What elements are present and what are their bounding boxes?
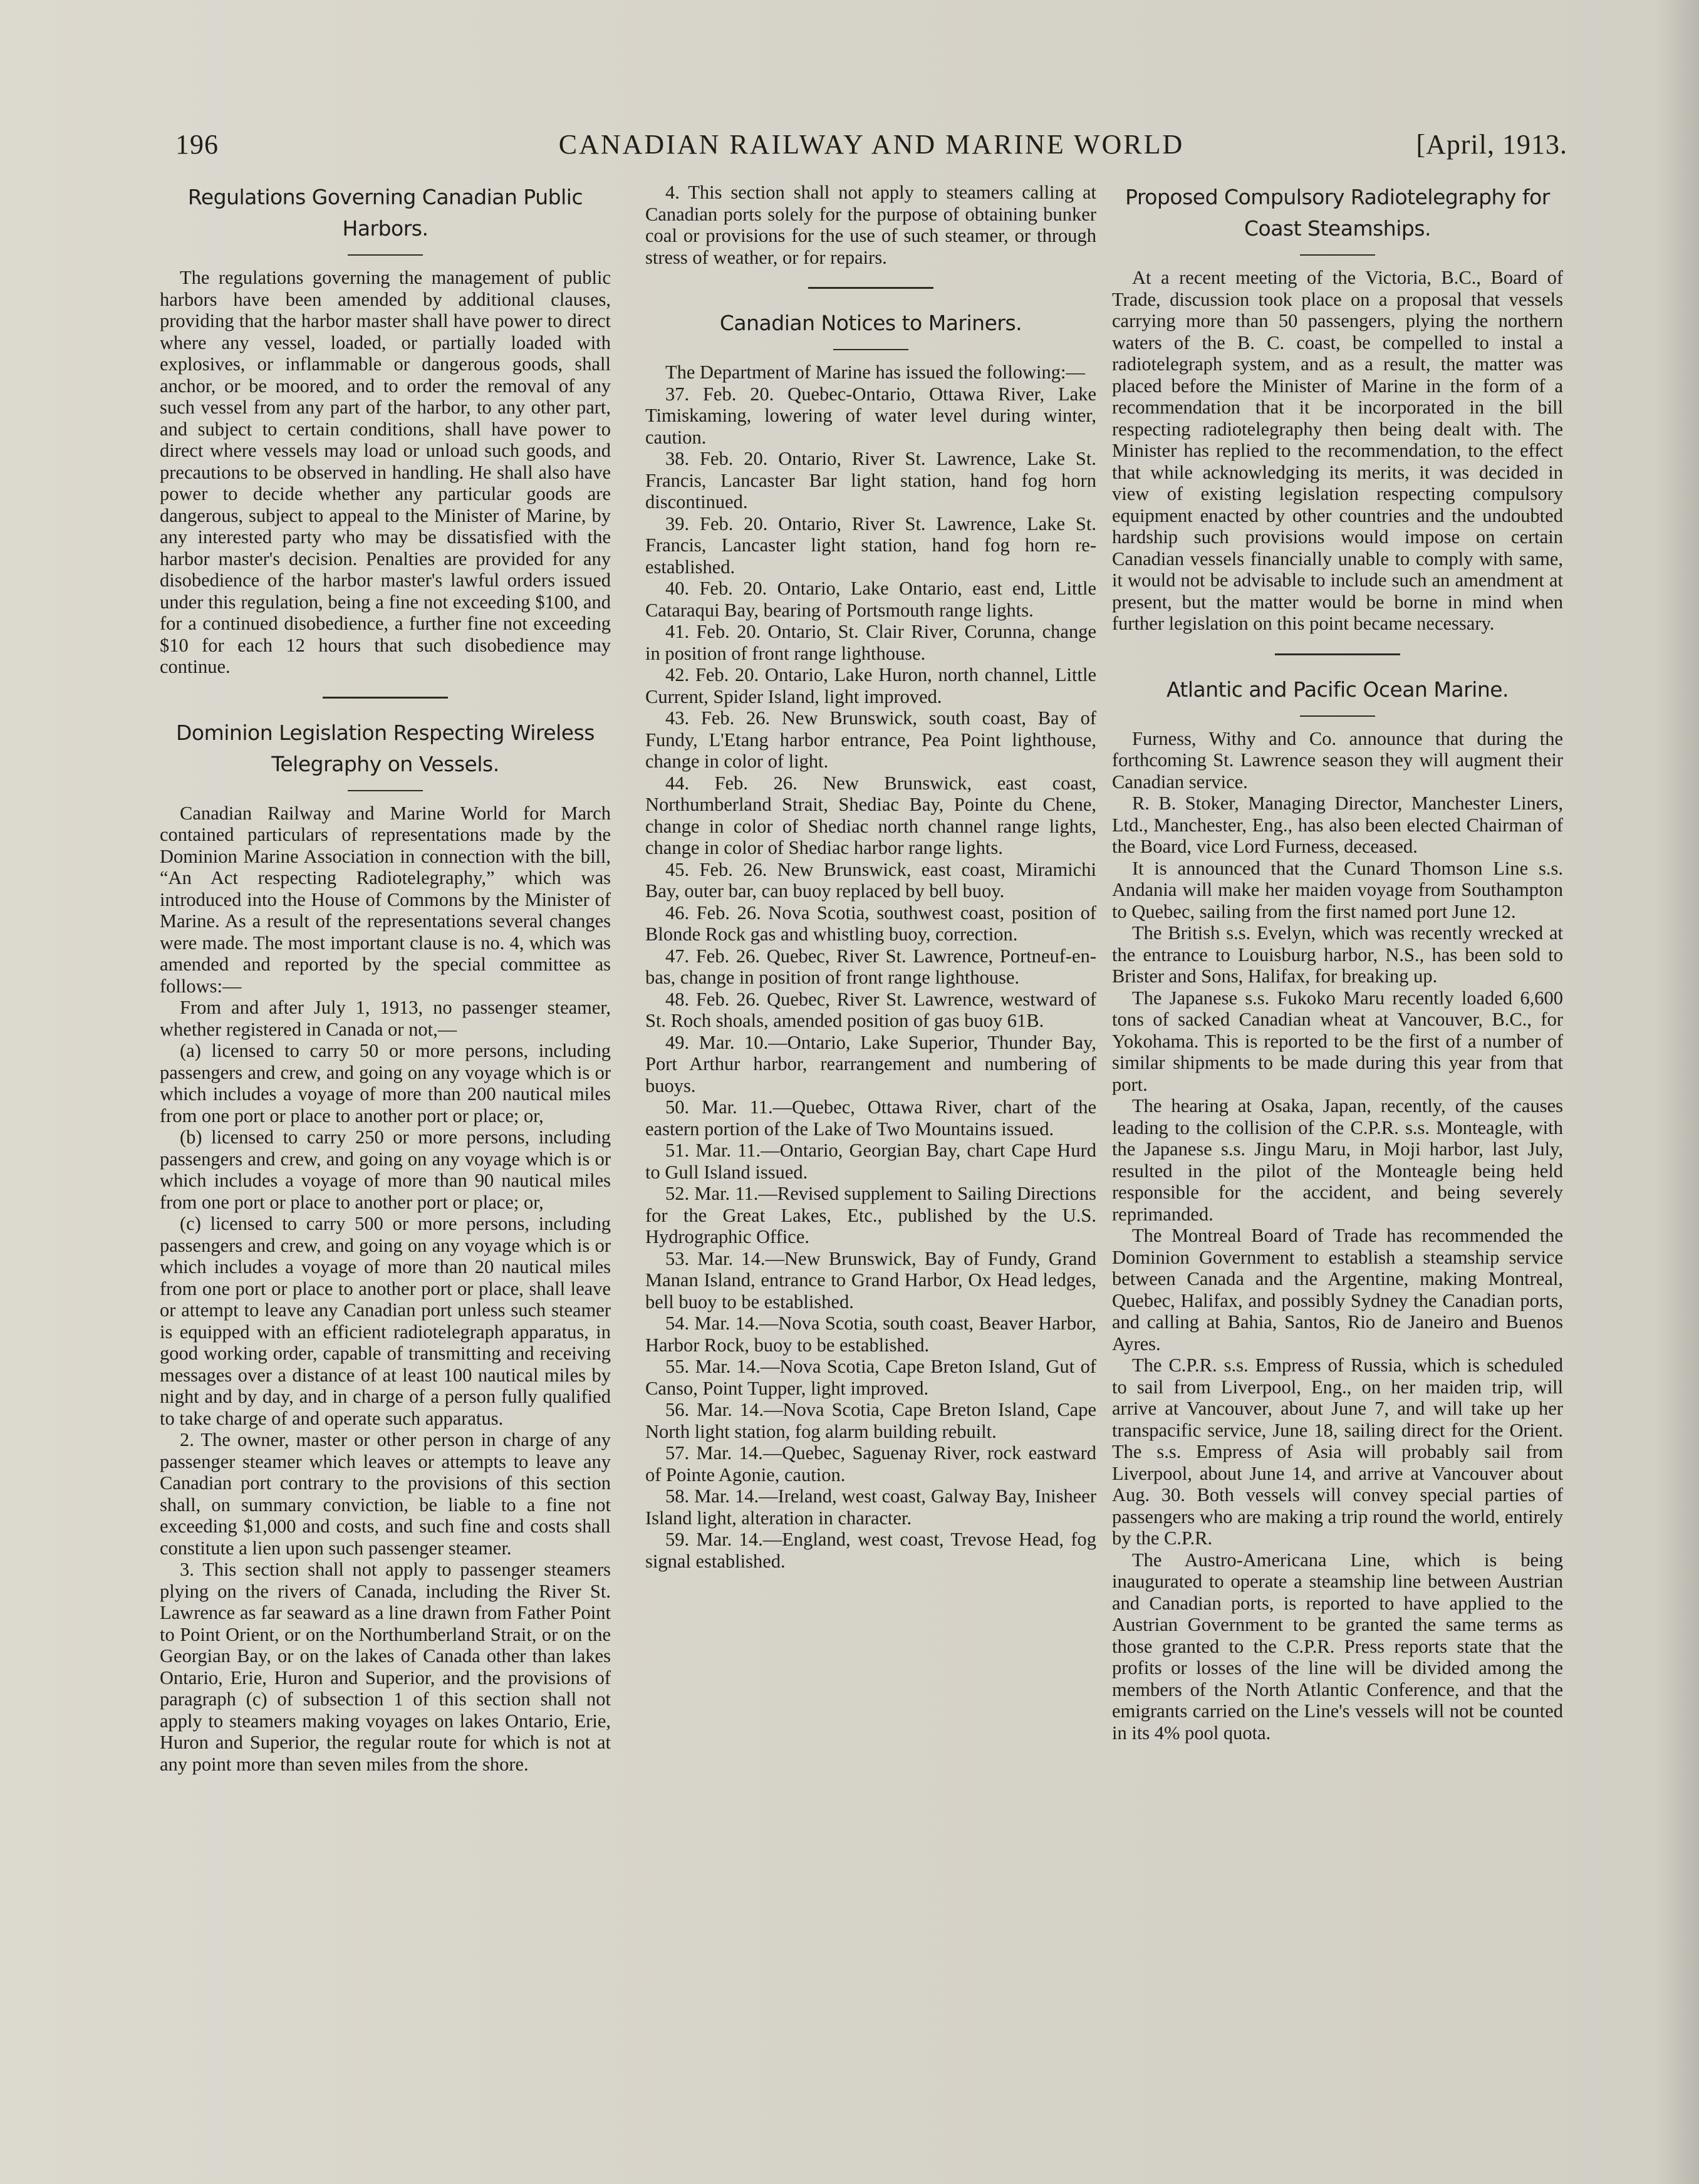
running-head bbox=[175, 128, 1567, 166]
notice-item: 43. Feb. 26. New Brunswick, south coast, Bay of Fundy, L'Etang harbor entrance, Pea Point lighthouse, change in color of light. bbox=[645, 707, 1096, 772]
notice-item: 53. Mar. 14.—New Brunswick, Bay of Fundy, Grand Manan Island, entrance to Grand Harbor, Ox Head ledges, bell buoy to be established. bbox=[645, 1247, 1096, 1313]
notice-item: 45. Feb. 26. New Brunswick, east coast, Miramichi Bay, outer bar, can buoy replaced by bell buoy. bbox=[645, 858, 1096, 902]
article-separator bbox=[808, 287, 933, 289]
atlantic-paragraph: The hearing at Osaka, Japan, recently, of the causes leading to the collision of the C.P.R. s.s. Monteagle, with the Japanese s.s. Jingu Maru, in Moji harbor, last July, resulted in the pilot of the Monteagle being held responsible for the accident, and being severely reprimanded. bbox=[1112, 1095, 1563, 1225]
notice-item: 41. Feb. 20. Ontario, St. Clair River, Corunna, change in position of front range lighthouse. bbox=[645, 621, 1096, 664]
notice-item: 51. Mar. 11.—Ontario, Georgian Bay, chart Cape Hurd to Gull Island issued. bbox=[645, 1140, 1096, 1183]
notice-item: 49. Mar. 10.—Ontario, Lake Superior, Thunder Bay, Port Arthur harbor, rearrangement and numbering of buoys. bbox=[645, 1031, 1096, 1096]
headline-rule bbox=[1300, 715, 1375, 717]
atlantic-paragraph: The British s.s. Evelyn, which was recently wrecked at the entrance to Louisburg harbor, N.S., has been sold to Brister and Sons, Halifax, for breaking up. bbox=[1112, 922, 1563, 987]
column-3 bbox=[1112, 182, 1563, 1744]
page-number: 196 bbox=[175, 129, 219, 160]
notice-item: 39. Feb. 20. Ontario, River St. Lawrence, Lake St. Francis, Lancaster light station, hand fog horn re-established. bbox=[645, 512, 1096, 578]
article-separator bbox=[323, 697, 448, 699]
atlantic-paragraph: The Montreal Board of Trade has recommended the Dominion Government to establish a steamship service between Canada and the Argentine, making Montreal, Quebec, Halifax, and possibly Sydney the Canadian ports, and calling at Bahia, Santos, Rio de Janeiro and Buenos Ayres. bbox=[1112, 1225, 1563, 1355]
notice-item: 46. Feb. 26. Nova Scotia, southwest coast, position of Blonde Rock gas and whistling buoy, correction. bbox=[645, 902, 1096, 945]
notice-item: 48. Feb. 26. Quebec, River St. Lawrence, westward of St. Roch shoals, amended position of gas buoy 61B. bbox=[645, 988, 1096, 1031]
atlantic-paragraph: The C.P.R. s.s. Empress of Russia, which is scheduled to sail from Liverpool, Eng., on her maiden trip, will arrive at Vancouver, about June 7, and will take up her transpacific service, June 18, sailing direct for the Orient. The s.s. Empress of Asia will probably sail from Liverpool, about June 14, and arrive at Vancouver about Aug. 30. Both vessels will convey special parties of passengers who are making a trip round the world, entirely by the C.P.R. bbox=[1112, 1355, 1563, 1549]
wireless-paragraph: 2. The owner, master or other person in charge of any passenger steamer which leaves or attempts to leave any Canadian port contrary to the provisions of this section shall, on summary conviction, be liable to a fine not exceeding $1,000 and costs, and such fine and costs shall constitute a lien upon such passenger steamer. bbox=[160, 1429, 611, 1559]
notice-item: 55. Mar. 14.—Nova Scotia, Cape Breton Island, Gut of Canso, Point Tupper, light improved. bbox=[645, 1356, 1096, 1399]
notice-item: 50. Mar. 11.—Quebec, Ottawa River, chart of the eastern portion of the Lake of Two Mountains issued. bbox=[645, 1096, 1096, 1140]
headline-rule bbox=[348, 790, 423, 791]
page-edge-shadow bbox=[1655, 0, 1699, 2184]
notice-item: 38. Feb. 20. Ontario, River St. Lawrence, Lake St. Francis, Lancaster Bar light station, hand fog horn discontinued. bbox=[645, 448, 1096, 512]
headline-rule bbox=[348, 254, 423, 256]
notice-item: 52. Mar. 11.—Revised supplement to Sailing Directions for the Great Lakes, Etc., published by the U.S. Hydrographic Office. bbox=[645, 1183, 1096, 1247]
notice-item: 40. Feb. 20. Ontario, Lake Ontario, east end, Little Cataraqui Bay, bearing of Portsmouth range lights. bbox=[645, 578, 1096, 621]
notice-item: 44. Feb. 26. New Brunswick, east coast, Northumberland Strait, Shediac Bay, Pointe du Chene, change in color of Shediac north channel range lights, change in color of Shediac harbor range lights. bbox=[645, 772, 1096, 858]
atlantic-paragraph: Furness, Withy and Co. announce that during the forthcoming St. Lawrence season they will augment their Canadian service. bbox=[1112, 727, 1563, 793]
notice-item: 57. Mar. 14.—Quebec, Saguenay River, rock eastward of Pointe Agonie, caution. bbox=[645, 1442, 1096, 1485]
article-separator bbox=[1275, 653, 1400, 655]
wireless-paragraph: From and after July 1, 1913, no passenger steamer, whether registered in Canada or not,— bbox=[160, 997, 611, 1040]
notices-intro: The Department of Marine has issued the following:— bbox=[665, 361, 1085, 383]
column-1 bbox=[160, 182, 611, 1775]
notice-item: 42. Feb. 20. Ontario, Lake Huron, north channel, Little Current, Spider Island, light improved. bbox=[645, 664, 1096, 707]
headline-rule bbox=[833, 349, 908, 350]
wireless-paragraph: 3. This section shall not apply to passenger steamers plying on the rivers of Canada, including the River St. Lawrence as far seaward as a line drawn from Father Point to Point Orient, or on the Northumberland Strait, or on the Georgian Bay, or on the lakes of Canada other than lakes Ontario, Erie, Huron and Superior, and the provisions of paragraph (c) of subsection 1 of this section shall not apply to steamers making voyages on lakes Ontario, Erie, Huron and Superior, the regular route for which is not at any point more than seven miles from the shore. bbox=[160, 1559, 611, 1775]
atlantic-paragraph: The Austro-Americana Line, which is being inaugurated to operate a steamship line between Austrian and Canadian ports, is reported to have applied to the Austrian Government to be granted the same terms as those granted to the C.P.R. Press reports state that the profits or losses of the line will be divided among the members of the North Atlantic Conference, and that the emigrants carried on the Line's vessels will not be counted in its 4% pool quota. bbox=[1112, 1549, 1563, 1744]
wireless-paragraph: Canadian Railway and Marine World for March contained particulars of representations made by the Dominion Marine Association in connection with the bill, “An Act respecting Radiotelegraphy,” which was introduced into the House of Commons by the Minister of Marine. As a result of the representations several changes were made. The most important clause is no. 4, which was amended and reported by the special committee as follows:— bbox=[160, 802, 611, 997]
notice-item: 37. Feb. 20. Quebec-Ontario, Ottawa River, Lake Timiskaming, lowering of water level during winter, caution. bbox=[645, 383, 1096, 448]
column-2 bbox=[645, 182, 1096, 1572]
notices-headline: Canadian Notices to Mariners. bbox=[719, 311, 1022, 335]
wireless-paragraph: (c) licensed to carry 500 or more persons, including passengers and crew, and going on any voyage which is or which includes a voyage of more than 20 nautical miles from one port or place to another port or place, shall leave or attempt to leave any Canadian port unless such steamer is equipped with an efficient radiotelegraph apparatus, in good working order, capable of transmitting and receiving messages over a distance of at least 100 nautical miles by night and by day, and in charge of a person fully qualified to take charge of and operate such apparatus. bbox=[160, 1213, 611, 1429]
atlantic-paragraph: It is announced that the Cunard Thomson Line s.s. Andania will make her maiden voyage from Southampton to Quebec, sailing from the first named port June 12. bbox=[1112, 857, 1563, 922]
wireless-headline: Dominion Legislation Respecting Wireless Telegraphy on Vessels. bbox=[176, 720, 595, 776]
notice-item: 59. Mar. 14.—England, west coast, Trevose Head, fog signal established. bbox=[645, 1529, 1096, 1572]
wireless-paragraph: 4. This section shall not apply to steamers calling at Canadian ports solely for the purpose of obtaining bunker coal or provisions for the use of such steamer, or through stress of weather, or for repairs. bbox=[645, 182, 1096, 268]
notice-item: 47. Feb. 26. Quebec, River St. Lawrence, Portneuf-en-bas, change in position of front range lighthouse. bbox=[645, 945, 1096, 988]
publication-title: CANADIAN RAILWAY AND MARINE WORLD bbox=[558, 129, 1185, 160]
notice-item: 54. Mar. 14.—Nova Scotia, south coast, Beaver Harbor, Harbor Rock, buoy to be established. bbox=[645, 1313, 1096, 1356]
radio-body: At a recent meeting of the Victoria, B.C., Board of Trade, discussion took place on a proposal that vessels carrying more than 50 passengers, plying the northern waters of the B. C. coast, be compelled to instal a radiotelegraph system, and as a result, the matter was placed before the Minister of Marine in the form of a recommendation that it be incorporated in the bill respecting radiotelegraphy then being dealt with. The Minister has replied to the recommendation, to the effect that while acknowledging its merits, it was decided in view of existing legislation respecting compulsory equipment enacted by other countries and the undoubted hardship such provisions would impose on certain Canadian vessels financially unable to comply with same, it would not be advisable to include such an amendment at present, but the matter would be borne in mind when further legislation on this point became necessary. bbox=[1112, 267, 1563, 634]
harbors-body: The regulations governing the management of public harbors have been amended by additional clauses, providing that the harbor master shall have power to direct where any vessel, loaded, or partially loaded with explosives, or inflammable or dangerous goods, shall anchor, or be moored, and to order the removal of any such vessel from any part of the harbor, to any other part, and subject to certain conditions, shall have power to direct where vessels may load or unload such goods, and precautions to be observed in handling. He shall also have power to decide whether any particular goods are dangerous, subject to appeal to the Minister of Marine, by any interested party who may be dissatisfied with the harbor master's decision. Penalties are provided for any disobedience of the harbor master's lawful orders issued under this regulation, being a fine not exceeding $100, and for a continued disobedience, a further fine not exceeding $10 for each 12 hours that such disobedience may continue. bbox=[160, 267, 611, 677]
notice-item: 58. Mar. 14.—Ireland, west coast, Galway Bay, Inisheer Island light, alteration in character. bbox=[645, 1485, 1096, 1529]
wireless-paragraph: (b) licensed to carry 250 or more persons, including passengers and crew, and going on any voyage which is or which includes a voyage of more than 90 nautical miles from one port or place to another port or place; or, bbox=[160, 1126, 611, 1213]
atlantic-headline: Atlantic and Pacific Ocean Marine. bbox=[1166, 677, 1509, 702]
headline-rule bbox=[1300, 254, 1375, 256]
notice-item: 56. Mar. 14.—Nova Scotia, Cape Breton Island, Cape North light station, fog alarm building rebuilt. bbox=[645, 1399, 1096, 1442]
issue-date: [April, 1913. bbox=[1416, 129, 1567, 160]
atlantic-paragraph: R. B. Stoker, Managing Director, Manchester Liners, Ltd., Manchester, Eng., has also been elected Chairman of the Board, vice Lord Furness, deceased. bbox=[1112, 793, 1563, 857]
atlantic-paragraph: The Japanese s.s. Fukoko Maru recently loaded 6,600 tons of sacked Canadian wheat at Vancouver, B.C., for Yokohama. This is reported to be the first of a number of similar shipments to be made during this year from that port. bbox=[1112, 987, 1563, 1095]
wireless-paragraph: (a) licensed to carry 50 or more persons, including passengers and crew, and going on any voyage which is or which includes a voyage of more than 200 nautical miles from one port or place to another port or place; or, bbox=[160, 1040, 611, 1126]
harbors-headline: Regulations Governing Canadian Public Harbors. bbox=[187, 185, 583, 241]
radio-headline: Proposed Compulsory Radiotelegraphy for Coast Steamships. bbox=[1125, 185, 1550, 241]
